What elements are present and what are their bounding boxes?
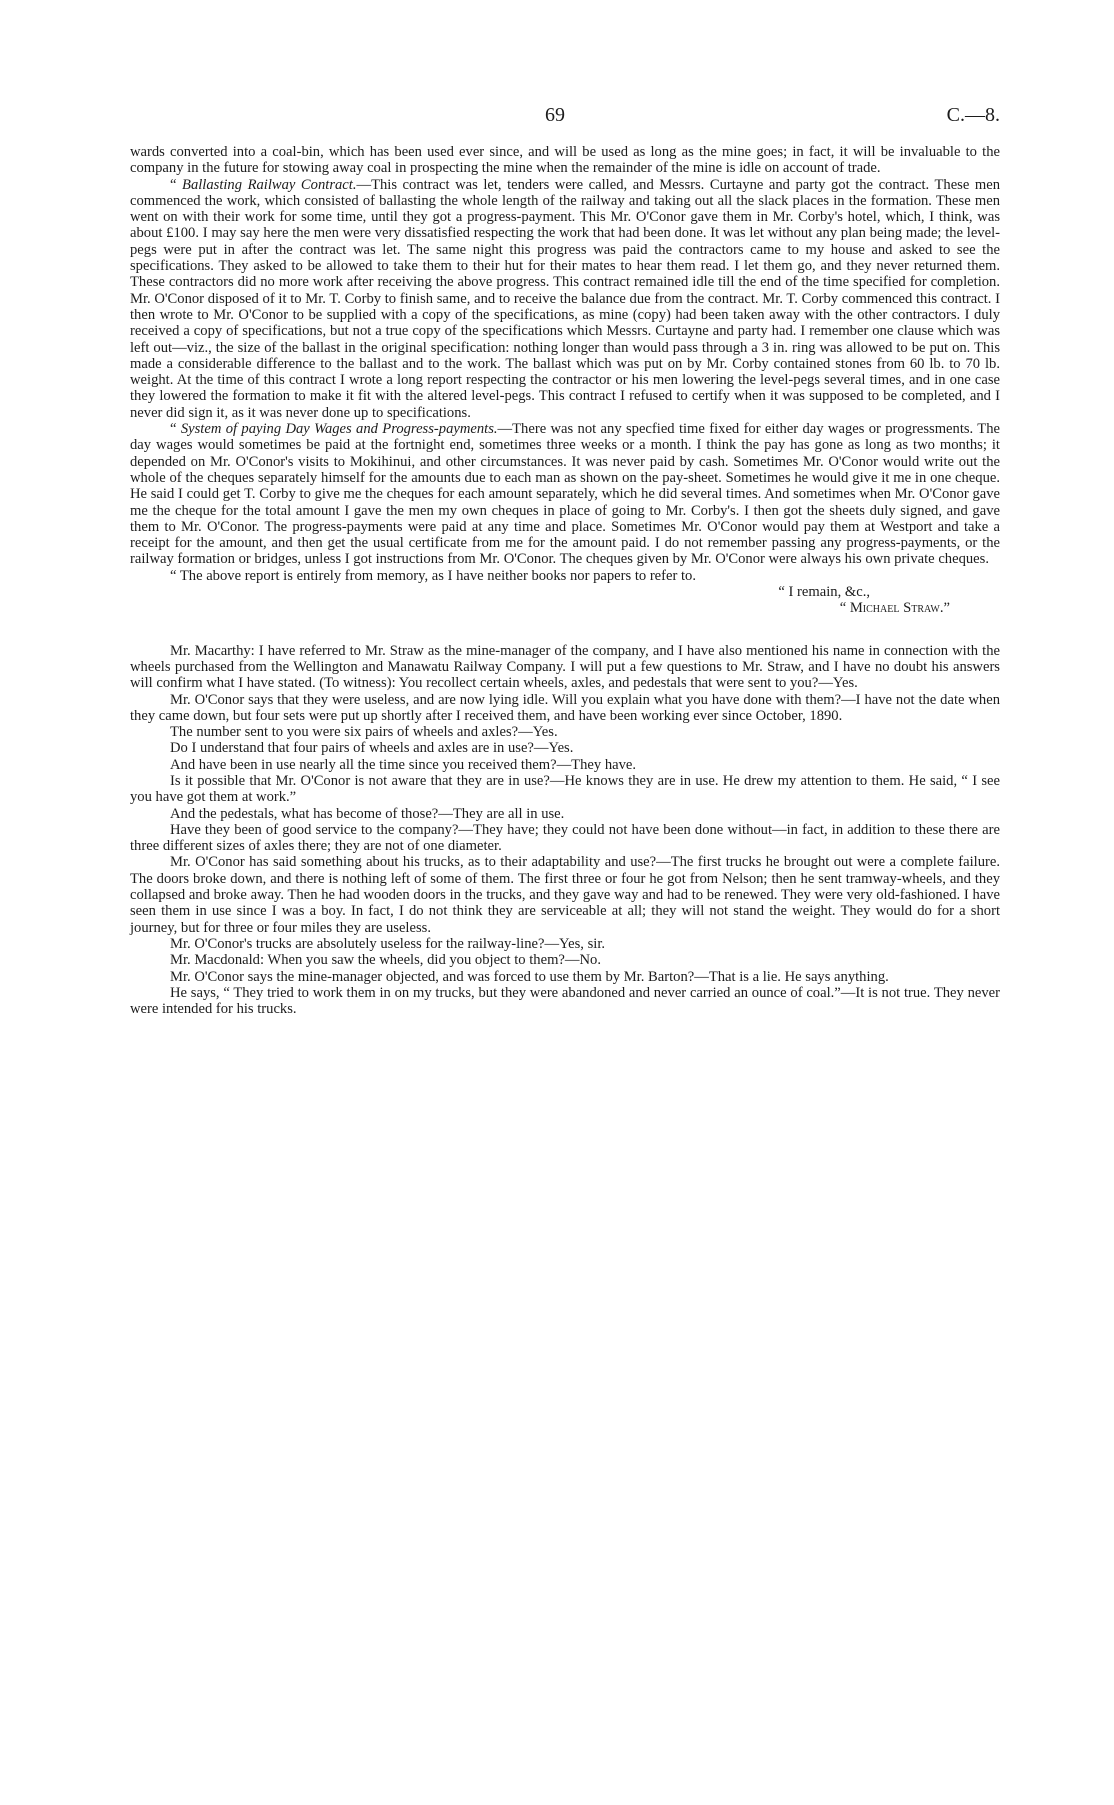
letter-signature: “ Michael Straw.” [839,600,950,617]
page-header [130,104,1000,144]
letter-paragraph-wages [130,421,1000,568]
testimony-paragraph: Mr. Macarthy: I have referred to Mr. Straw as the mine-manager of the company, and I have also mentioned his name in connection with the wheels purchased from the Wellington and Manawatu Railway Company. I will put a few questions to Mr. Straw, and I have no doubt his answers will confirm what I have stated. (To witness): You recollect certain wheels, axles, and pedestals that were sent to you?—Yes. [130,642,1000,692]
page-number: 69 [545,104,565,126]
wages-body: —There was not any specfied time fixed for either day wages or progressments. The day wages would sometimes be paid at the fortnight end, sometimes three weeks or a month. I think the pay has gone as long as two months; it depended on Mr. O'Conor's visits to Mokihinui, and other circumstances. It was never paid by cash. Sometimes Mr. O'Conor would write out the whole of the cheques separately himself for the amounts due to each man as shown on the pay-sheet. Sometimes he would give it me in one cheque. He said I could get T. Corby to give me the cheques for each amount separately, which he did several times. And sometimes when Mr. O'Conor gave me the cheque for the total amount I gave the men my own cheques in place of going to Mr. Corby's. I then got the sheets duly signed, and gave them to Mr. O'Conor. The progress-payments were paid at any time and place. Sometimes Mr. O'Conor would pay them at Westport and take a receipt for the amount, and then get the usual certificate from me for the amount paid. I do not remember passing any progress-payments, or the railway formation or bridges, unless I got instructions from Mr. O'Conor. The cheques given by Mr. O'Conor were always his own private cheques. [130,421,1000,568]
testimony-paragraph: Mr. O'Conor has said something about his trucks, as to their adaptability and use?—The first trucks he brought out were a complete failure. The doors broke down, and there is nothing left of some of them. The first three or four he got from Nelson; then he sent tramway-wheels, and they collapsed and broke away. Then he had wooden doors in the trucks, and they gave way and had to be renewed. They were very old-fashioned. I have seen them in use since I was a boy. In fact, I do not think they are serviceable at all; they will not stand the weight. They would do for a short journey, but for three or four miles they are useless. [130,854,1000,936]
ballasting-body: —This contract was let, tenders were called, and Messrs. Curtayne and party got the contract. These men commenced the work, which consisted of ballasting the whole length of the railway and taking out all the slack places in the formation. These men went on with their work for some time, until they got a progress-payment. This Mr. O'Conor gave them in Mr. Corby's hotel, which, I think, was about £100. I may say here the men were very dissatisfied respecting the work that had been done. It was let without any plan being made; the level-pegs were put in after the contract was let. The same night this progress was paid the contractors came to my house and asked to see the specifications. They asked to be allowed to take them to their hut for their mates to hear them read. I let them go, and they never returned them. These contractors did no more work after receiving the above progress. This contract remained idle till the end of the time specified for completion. Mr. O'Conor disposed of it to Mr. T. Corby to finish same, and to receive the balance due from the contract. Mr. T. Corby commenced this contract. I then wrote to Mr. O'Conor to be supplied with a copy of the specifications, as mine (copy) had been taken away with the other contractors. I duly received a copy of specifications, but not a true copy of the specifications which Messrs. Curtayne and party had. I remember one clause which was left out—viz., the size of the ballast in the original specification: nothing longer than would pass through a 3 in. ring was allowed to be put on. This made a considerable difference to the ballast and to the work. The ballast which was put on by Mr. Corby contained stones from 60 lb. to 70 lb. weight. At the time of this contract I wrote a long report respecting the contractor or his men lowering the level-pegs several times, and in one case they lowered the formation to make it fit with the altered level-pegs. This contract I refused to certify when it was supposed to be completed, and I never did sign it, as it was never done up to specifications. [130,176,1000,421]
testimony-paragraph: Mr. Macdonald: When you saw the wheels, did you object to them?—No. [170,952,601,969]
testimony-paragraph: And have been in use nearly all the time since you received them?—They have. [170,756,637,773]
testimony-paragraph: Have they been of good service to the company?—They have; they could not have been done without—in fact, in addition to these there are three different sizes of axles there; they are not of one diameter. [130,821,1000,855]
document-code: C.—8. [946,104,1000,126]
letter-paragraph-memory: “ The above report is entirely from memory, as I have neither books nor papers to refer to. [170,567,697,584]
testimony-paragraph: He says, “ They tried to work them in on my trucks, but they were abandoned and never carried an ounce of coal.”—It is not true. They never were intended for his trucks. [130,984,1000,1018]
open-quote: “ [170,176,183,193]
testimony-paragraph: Mr. O'Conor says the mine-manager objected, and was forced to use them by Mr. Barton?—That is a lie. He says anything. [170,968,889,985]
document-page [130,104,1000,1017]
open-quote: “ [170,421,181,438]
letter-paragraph-1: wards converted into a coal-bin, which has been used ever since, and will be used as long as the mine goes; in fact, it will be invaluable to the company in the future for stowing away coal in prospecting the mine when the remainder of the mine is idle on account of trade. [130,144,1000,177]
section-heading-wages: System of paying Day Wages and Progress-payments. [180,421,498,438]
testimony-paragraph: The number sent to you were six pairs of wheels and axles?—Yes. [170,724,558,741]
letter-paragraph-ballasting [130,177,1000,421]
section-heading-ballasting: Ballasting Railway Contract. [182,176,357,193]
testimony-paragraph: Mr. O'Conor's trucks are absolutely useless for the railway-line?—Yes, sir. [170,935,606,952]
testimony-paragraph: And the pedestals, what has become of those?—They are all in use. [170,805,565,822]
testimony-paragraph: Mr. O'Conor says that they were useless, and are now lying idle. Will you explain what you have done with them?—I have not the date when they came down, but four sets were put up shortly after I received them, and have been working ever since October, 1890. [130,691,1000,724]
letter-closing: “ I remain, &c., [778,584,870,601]
testimony-paragraph: Is it possible that Mr. O'Conor is not aware that they are in use?—He knows they are in use. He drew my attention to them. He said, “ I see you have got them at work.” [130,772,1000,806]
section-gap [130,617,1000,643]
testimony-paragraph: Do I understand that four pairs of wheels and axles are in use?—Yes. [170,740,574,757]
